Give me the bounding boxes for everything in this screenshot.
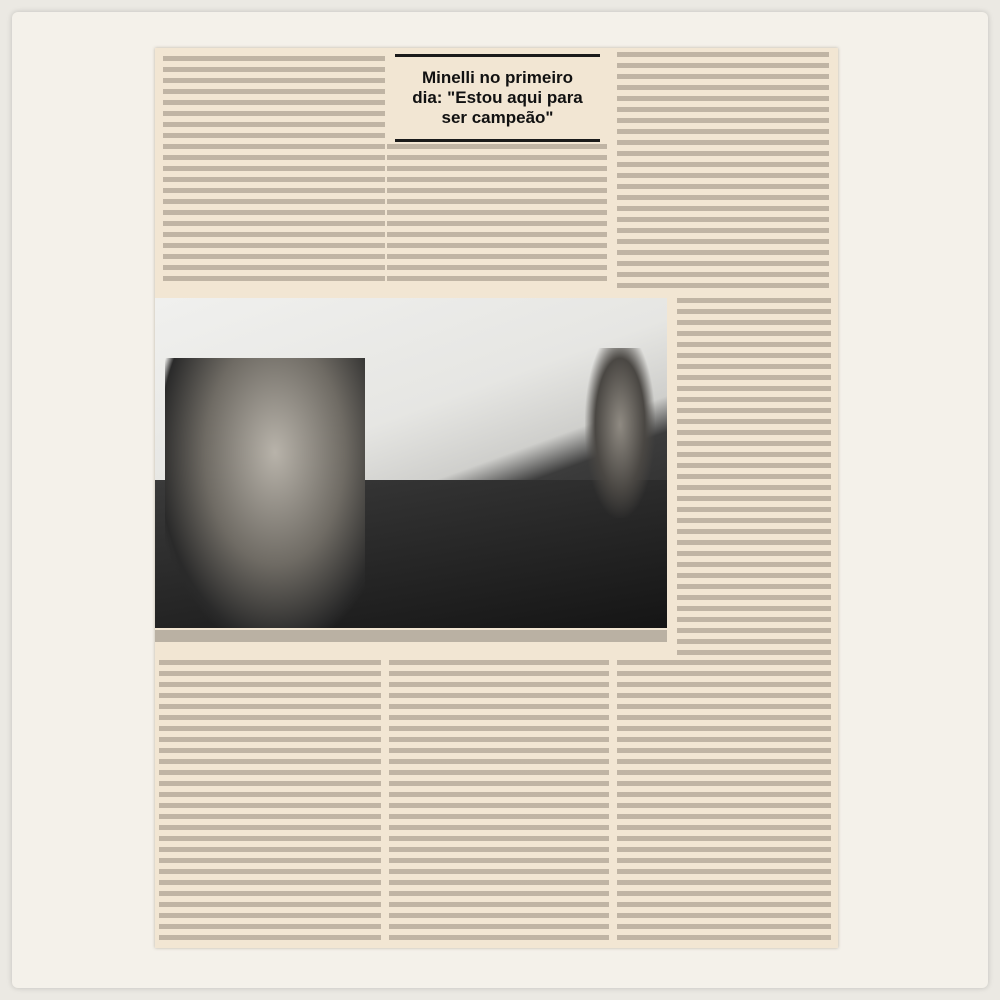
article-column-1	[163, 56, 385, 284]
article-column-2	[387, 144, 607, 286]
article-column-3	[617, 52, 829, 292]
photo-figure-left	[165, 358, 365, 628]
article-column-7	[617, 660, 831, 944]
photo-caption	[155, 630, 667, 642]
article-photo	[155, 298, 667, 628]
article-column-6	[389, 660, 609, 944]
article-column-4	[677, 298, 831, 660]
article-column-5	[159, 660, 381, 944]
newspaper-clipping	[155, 48, 838, 948]
photo-figure-right	[585, 348, 655, 518]
headline: Minelli no primeiro dia: "Estou aqui para ser campeão"	[412, 68, 583, 127]
headline-box	[395, 54, 600, 142]
